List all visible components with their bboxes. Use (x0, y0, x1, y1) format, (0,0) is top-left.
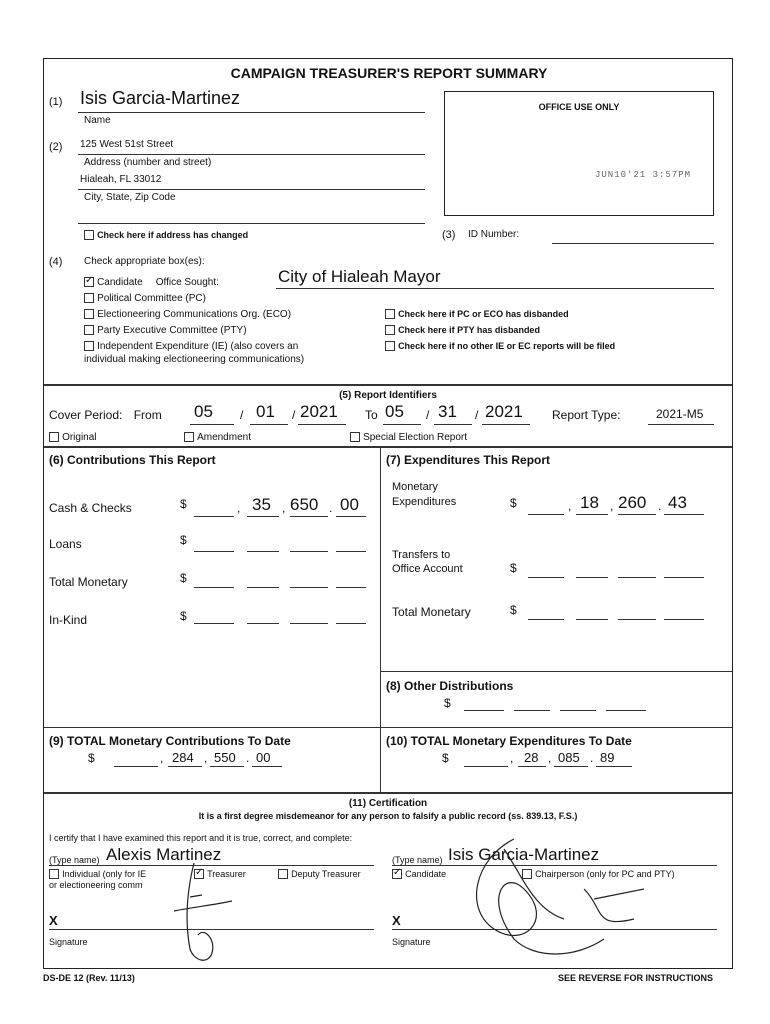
id-number-field[interactable] (552, 243, 714, 244)
cert-candidate-checkbox[interactable] (392, 869, 402, 879)
disband-pc-label: Check here if PC or ECO has disbanded (398, 309, 569, 319)
inkind-label: In-Kind (49, 613, 88, 627)
eco-row (84, 308, 291, 320)
candidate-row (84, 276, 219, 288)
disband-pc-checkbox[interactable] (385, 309, 395, 319)
s9-hundreds[interactable]: 550 (214, 750, 236, 765)
individual-row (49, 868, 146, 880)
office-use-box (444, 91, 714, 216)
s9-dot: . (246, 751, 250, 765)
cash-comma-2: , (282, 501, 286, 515)
see-reverse-note: SEE REVERSE FOR INSTRUCTIONS (558, 973, 714, 983)
loans-label: Loans (49, 537, 82, 551)
total-monetary-label: Total Monetary (49, 575, 128, 589)
special-label: Special Election Report (363, 432, 468, 443)
s10-dot: . (590, 751, 594, 765)
s10-hundreds[interactable]: 085 (558, 750, 580, 765)
to-year[interactable]: 2021 (485, 402, 523, 421)
from-label: From (133, 408, 162, 422)
other-dollar: $ (444, 696, 451, 710)
to-day[interactable]: 31 (438, 402, 457, 421)
candidate-label: Candidate (97, 277, 143, 288)
exp-comma-2: , (610, 499, 614, 513)
treasurer-name[interactable]: Alexis Martinez (106, 845, 222, 864)
exp-dot: . (658, 499, 662, 513)
form-number: DS-DE 12 (Rev. 11/13) (43, 973, 135, 983)
original-label: Original (62, 432, 97, 443)
pc-label: Political Committee (PC) (97, 293, 206, 304)
pc-checkbox[interactable] (84, 293, 94, 303)
individual-label: Individual (only for IE (62, 869, 147, 879)
address-changed-checkbox[interactable] (84, 230, 94, 240)
received-stamp: JUN10'21 3:57PM (595, 170, 692, 180)
from-year[interactable]: 2021 (300, 402, 338, 421)
section-2-number: (2) (49, 141, 63, 153)
no-other-row (385, 340, 615, 352)
candidate-signature-image (444, 829, 664, 969)
chairperson-label: Chairperson (only for PC and PTY) (535, 869, 675, 879)
cash-dollar: $ (180, 497, 187, 511)
exp-thousands[interactable]: 18 (580, 493, 599, 512)
candidate-name-value[interactable]: Isis Garcia-Martinez (80, 88, 241, 108)
office-sought-value[interactable]: City of Hialeah Mayor (278, 267, 441, 286)
cash-thousands[interactable]: 35 (252, 495, 271, 514)
ie-label: Independent Expenditure (IE) (also covers an (97, 341, 299, 352)
misdemeanor-warning: It is a first degree misdemeanor for any person to falsify a public record (ss. 839.13, F.S.) (198, 811, 578, 821)
address-changed-row (84, 229, 248, 241)
check-boxes-label: Check appropriate box(es): (84, 256, 205, 267)
eco-checkbox[interactable] (84, 309, 94, 319)
name-label: Name (84, 115, 111, 126)
ie-checkbox[interactable] (84, 341, 94, 351)
amendment-checkbox[interactable] (184, 432, 194, 442)
no-other-label: Check here if no other IE or EC reports will be filed (398, 341, 616, 351)
cash-dot: . (329, 501, 333, 515)
exp-dollar: $ (510, 496, 517, 510)
exp-total-dollar: $ (510, 603, 517, 617)
pty-checkbox[interactable] (84, 325, 94, 335)
deputy-row (278, 868, 361, 880)
s9-dollar: $ (88, 751, 95, 765)
candidate-signer-name[interactable]: Isis Garcia-Martinez (448, 845, 600, 864)
address-changed-label: Check here if address has changed (97, 230, 249, 240)
city-value[interactable]: Hialeah, FL 33012 (80, 174, 162, 185)
section-8-title: (8) Other Distributions (386, 679, 514, 693)
cash-cents[interactable]: 00 (340, 495, 359, 514)
section-5-title: (5) Report Identifiers (339, 390, 437, 401)
cert-candidate-row (392, 868, 446, 880)
section-9-title: (9) TOTAL Monetary Contributions To Date (49, 734, 291, 748)
ie-row (84, 340, 298, 352)
pty-row (84, 324, 247, 336)
cash-hundreds[interactable]: 650 (290, 495, 319, 514)
form-title: CAMPAIGN TREASURER'S REPORT SUMMARY (230, 65, 548, 81)
section-6-title: (6) Contributions This Report (49, 453, 216, 467)
amendment-label: Amendment (197, 432, 251, 443)
report-type-value[interactable]: 2021-M5 (656, 407, 704, 421)
exp-cents[interactable]: 43 (668, 493, 687, 512)
s10-comma-2: , (548, 751, 552, 765)
pc-row (84, 292, 206, 304)
office-account-label: Office Account (392, 563, 463, 575)
left-x-mark: X (49, 913, 58, 928)
special-row (350, 431, 467, 443)
campaign-report-form (43, 58, 733, 969)
transfers-label: Transfers to (392, 549, 451, 561)
from-day[interactable]: 01 (256, 402, 275, 421)
original-checkbox[interactable] (49, 432, 59, 442)
deputy-checkbox[interactable] (278, 869, 288, 879)
right-x-mark: X (392, 913, 401, 928)
address-value[interactable]: 125 West 51st Street (80, 139, 174, 150)
to-label: To (365, 408, 378, 422)
section-7-title: (7) Expenditures This Report (386, 453, 551, 467)
transfers-dollar: $ (510, 561, 517, 575)
s10-cents[interactable]: 89 (600, 750, 615, 765)
office-sought-label: Office Sought: (155, 277, 219, 288)
eco-label: Electioneering Communications Org. (ECO) (97, 309, 292, 320)
left-signature-label: Signature (49, 937, 88, 947)
address-label: Address (number and street) (84, 157, 212, 168)
from-month[interactable]: 05 (194, 402, 213, 421)
s9-cents[interactable]: 00 (256, 750, 271, 765)
loans-dollar: $ (180, 533, 187, 547)
report-type-label: Report Type: (552, 408, 621, 422)
pty-label: Party Executive Committee (PTY) (97, 325, 247, 336)
total-dollar: $ (180, 571, 187, 585)
slash-4: / (475, 408, 479, 422)
original-row (49, 431, 97, 443)
certify-statement: I certify that I have examined this report and it is true, correct, and complete: (49, 833, 353, 843)
section-1-number: (1) (49, 96, 63, 108)
exp-total-label: Total Monetary (392, 605, 471, 619)
right-signature-label: Signature (392, 937, 431, 947)
ie-label-2: individual making electioneering communications) (84, 354, 305, 365)
expenditures-label: Expenditures (392, 496, 457, 508)
office-use-label: OFFICE USE ONLY (538, 102, 620, 112)
treasurer-label: Treasurer (207, 869, 246, 879)
candidate-checkbox[interactable] (84, 277, 94, 287)
exp-comma-1: , (568, 499, 572, 513)
section-4-number: (4) (49, 256, 63, 268)
left-type-name-label: (Type name) (49, 855, 100, 865)
monetary-label: Monetary (392, 481, 438, 493)
to-month[interactable]: 05 (385, 402, 404, 421)
cash-comma-1: , (237, 501, 241, 515)
inkind-dollar: $ (180, 609, 187, 623)
section-3-number: (3) (442, 229, 456, 241)
section-10-title: (10) TOTAL Monetary Expenditures To Date (386, 734, 632, 748)
id-number-label: ID Number: (468, 229, 520, 240)
s10-comma-1: , (510, 751, 514, 765)
cash-checks-label: Cash & Checks (49, 501, 132, 515)
disband-pty-label: Check here if PTY has disbanded (398, 325, 540, 335)
s9-comma-1: , (160, 751, 164, 765)
city-label: City, State, Zip Code (84, 192, 176, 203)
disband-pc-row (385, 308, 569, 320)
deputy-label: Deputy Treasurer (291, 869, 361, 879)
treasurer-signature-image (164, 857, 234, 969)
slash-3: / (426, 408, 430, 422)
individual-label-2: or electioneering comm (49, 880, 143, 890)
no-other-checkbox[interactable] (385, 341, 395, 351)
s9-comma-2: , (204, 751, 208, 765)
cover-period-label: Cover Period: (49, 408, 123, 422)
special-checkbox[interactable] (350, 432, 360, 442)
exp-hundreds[interactable]: 260 (618, 493, 647, 512)
amendment-row (184, 431, 251, 443)
disband-pty-checkbox[interactable] (385, 325, 395, 335)
s10-thousands[interactable]: 28 (524, 750, 539, 765)
slash-2: / (292, 408, 296, 422)
cover-period-row (49, 408, 162, 422)
individual-checkbox[interactable] (49, 869, 59, 879)
s9-thousands[interactable]: 284 (172, 750, 194, 765)
disband-pty-row (385, 324, 540, 336)
right-type-name-label: (Type name) (392, 855, 443, 865)
section-11-title: (11) Certification (348, 798, 428, 809)
s10-dollar: $ (442, 751, 449, 765)
slash-1: / (240, 408, 244, 422)
cert-candidate-label: Candidate (405, 869, 447, 879)
